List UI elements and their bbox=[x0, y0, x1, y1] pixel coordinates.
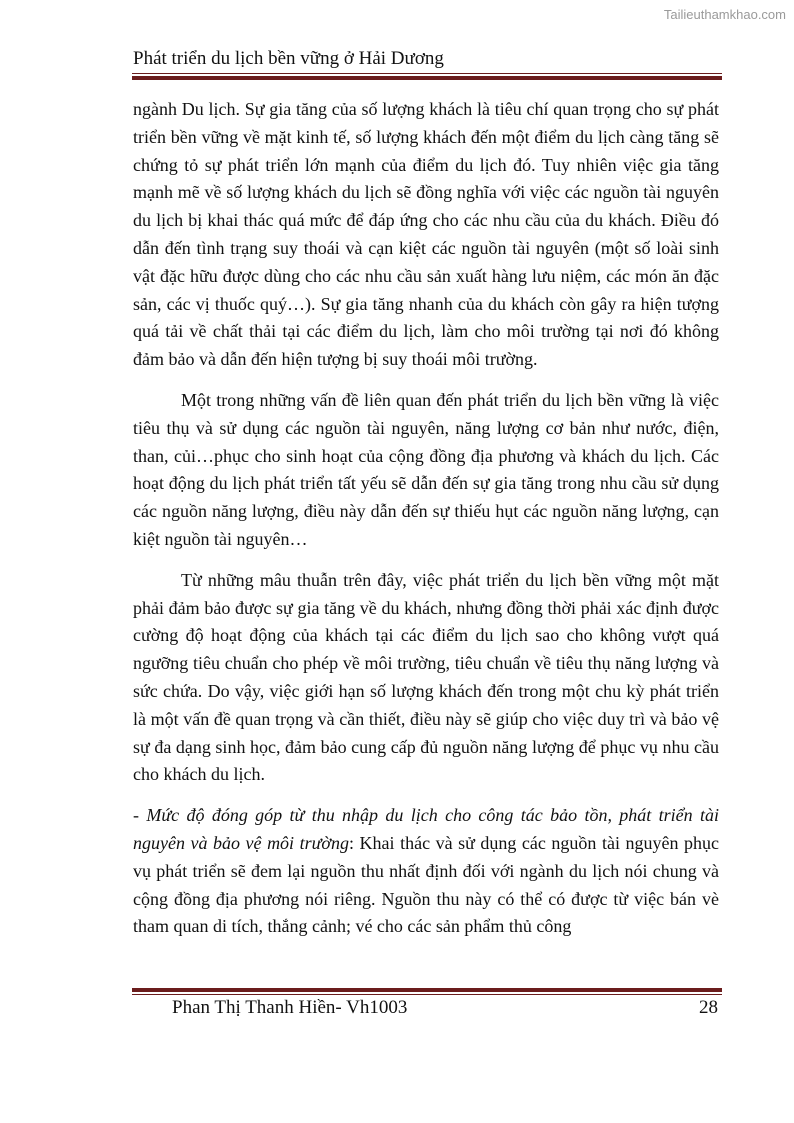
header-rule-thin bbox=[132, 73, 722, 74]
paragraph-4 bbox=[133, 802, 719, 941]
criterion-heading: Mức độ đóng góp từ thu nhập du lịch cho công tác bảo tồn, phát triển tài nguyên và bảo vệ môi trường bbox=[133, 805, 719, 853]
footer-rule-thin bbox=[132, 994, 722, 995]
paragraph-3: Từ những mâu thuẫn trên đây, việc phát triển du lịch bền vững một mặt phải đảm bảo được sự gia tăng về du khách, nhưng đồng thời phải xác định được cường độ hoạt động của khách tại các điểm du lịch sao cho không vượt quá ngưỡng tiêu chuẩn cho phép về môi trường, tiêu chuẩn về tiêu thụ năng lượng và sức chứa. Do vậy, việc giới hạn số lượng khách đến trong một chu kỳ phát triển là một vấn đề quan trọng và cần thiết, điều này sẽ giúp cho việc duy trì và bảo vệ sự đa dạng sinh học, đảm bảo cung cấp đủ nguồn năng lượng để phục vụ nhu cầu cho khách du lịch. bbox=[133, 569, 719, 785]
document-body bbox=[133, 96, 719, 941]
bullet-dash: - bbox=[133, 805, 147, 826]
paragraph-2: Một trong những vấn đề liên quan đến phát triển du lịch bền vững là việc tiêu thụ và sử dụng các nguồn tài nguyên, năng lượng cơ bản như nước, điện, than, củi…phục cho sinh hoạt của cộng đồng địa phương và khách du lịch. Các hoạt động du lịch phát triển tất yếu sẽ dẫn đến sự gia tăng trong nhu cầu sử dụng các nguồn năng lượng, điều này dẫn đến sự thiếu hụt các nguồn năng lượng, cạn kiệt nguồn tài nguyên… bbox=[133, 389, 719, 549]
page-number: 28 bbox=[699, 997, 718, 1018]
watermark-text: Tailieuthamkhao.com bbox=[663, 7, 786, 22]
criterion-text: : Khai thác và sử dụng các nguồn tài nguyên phục vụ phát triển sẽ đem lại nguồn thu nhất định đối với ngành du lịch nói chung và cộng đồng địa phương nói riêng. Nguồn thu này có thể có được từ việc bán vè tham quan di tích, thắng cảnh; vé cho các sản phẩm thủ công bbox=[133, 832, 719, 937]
footer-rule-thick bbox=[132, 988, 722, 992]
header-rule-thick bbox=[132, 76, 722, 80]
footer-author: Phan Thị Thanh Hiền- Vh1003 bbox=[172, 997, 408, 1018]
page-header-title: Phát triển du lịch bền vững ở Hải Dương bbox=[133, 48, 444, 69]
paragraph-1: ngành Du lịch. Sự gia tăng của số lượng khách là tiêu chí quan trọng cho sự phát triển bền vững về mặt kinh tế, số lượng khách đến một điểm du lịch càng tăng sẽ chứng tỏ sự phát triển lớn mạnh của điểm du lịch đó. Tuy nhiên việc gia tăng mạnh mẽ về số lượng khách du lịch sẽ đồng nghĩa với việc các nguồn tài nguyên du lịch bị khai thác quá mức để đáp ứng cho các nhu cầu của du khách. Điều đó dẫn đến tình trạng suy thoái và cạn kiệt các nguồn tài nguyên (một số loài sinh vật đặc hữu được dùng cho các nhu cầu sản xuất hàng lưu niệm, các món ăn đặc sản, các vị thuốc quý…). Sự gia tăng nhanh của du khách còn gây ra hiện tượng quá tải về chất thải tại các điểm du lịch, làm cho môi trường tại nơi đó không đảm bảo và dẫn đến hiện tượng bị suy thoái môi trường. bbox=[133, 99, 719, 370]
